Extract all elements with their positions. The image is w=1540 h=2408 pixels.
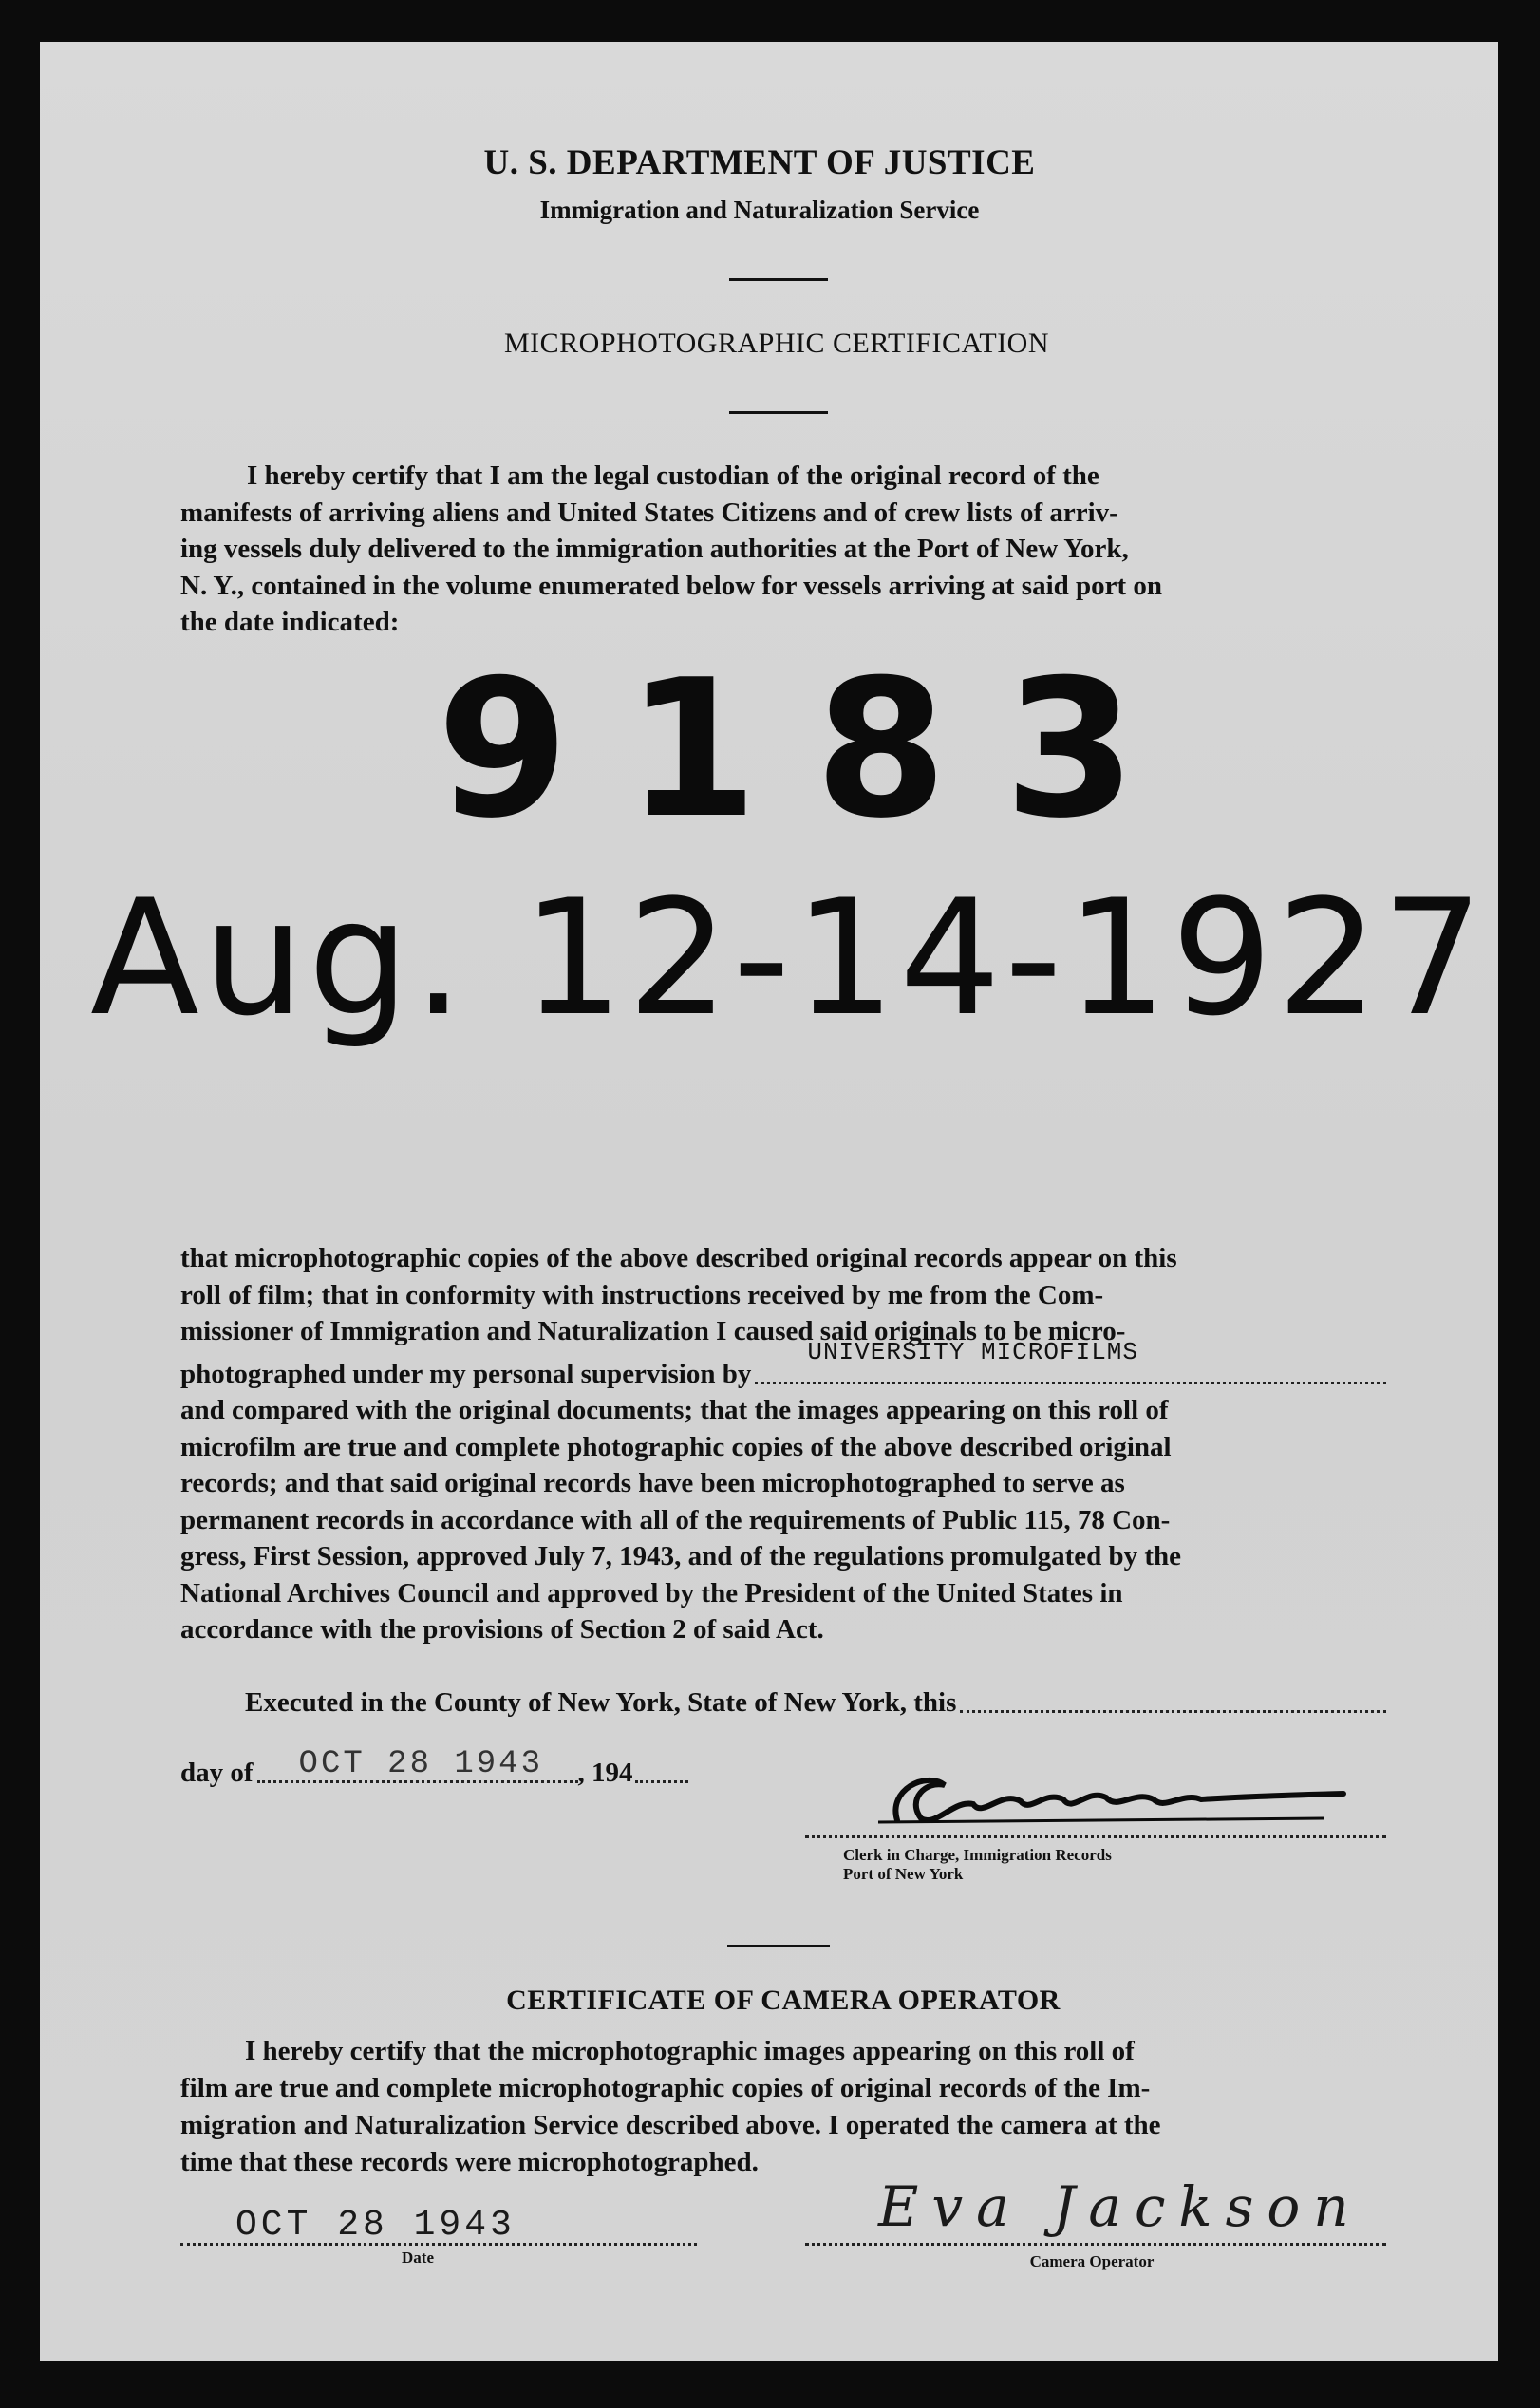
certification-title: MICROPHOTOGRAPHIC CERTIFICATION xyxy=(503,328,1050,359)
text-line: gress, First Session, approved July 7, 1943, and of the regulations promulgated by the xyxy=(180,1541,1182,1571)
clerk-port: Port of New York xyxy=(843,1865,964,1883)
text-line: manifests of arriving aliens and United States Citizens and of crew lists of arriv- xyxy=(180,497,1118,528)
text-line: National Archives Council and approved by the President of the United States in xyxy=(180,1577,1123,1608)
text-line: records; and that said original records have been microphotographed to serve as xyxy=(180,1468,1125,1498)
date-stamp: OCT 28 1943 xyxy=(298,1745,543,1782)
service-subtitle: Immigration and Naturalization Service xyxy=(539,196,980,224)
supervisor-blank xyxy=(755,1338,1386,1384)
day-of-label: day of xyxy=(180,1758,254,1788)
handwritten-volume-number: 9183 xyxy=(437,639,1193,860)
text-line: time that these records were microphotographed. xyxy=(180,2147,759,2177)
text-line: accordance with the provisions of Section 2 of said Act. xyxy=(180,1614,824,1645)
text-line: N. Y., contained in the volume enumerated below for vessels arriving at said port on xyxy=(180,570,1163,601)
text-line: roll of film; that in conformity with instructions received by me from the Com- xyxy=(180,1279,1104,1310)
year-prefix: 194 xyxy=(592,1758,633,1788)
date-label: Date xyxy=(402,2248,434,2267)
department-title: U. S. DEPARTMENT OF JUSTICE xyxy=(483,143,1036,182)
text-line: photographed under my personal supervision by xyxy=(180,1358,752,1389)
supervision-line xyxy=(180,1338,1386,1393)
certification-intro xyxy=(180,458,1386,641)
divider xyxy=(727,1945,830,1947)
text-line: I hereby certify that the microphotographic images appearing on this roll of xyxy=(245,2036,1135,2066)
executed-blank xyxy=(960,1689,1386,1713)
operator-label: Camera Operator xyxy=(1029,2252,1155,2270)
handwritten-volume-dates: Aug. 12-14-1927 xyxy=(90,865,1488,1051)
text-line: the date indicated: xyxy=(180,607,400,637)
text-line: microfilm are true and complete photographic copies of the above described original xyxy=(180,1431,1172,1462)
executed-text: Executed in the County of New York, State of New York, this xyxy=(245,1687,957,1718)
executed-line xyxy=(245,1684,1386,1721)
text-line: migration and Naturalization Service described above. I operated the camera at the xyxy=(180,2110,1161,2140)
camera-operator-statement xyxy=(180,2033,1386,2181)
divider xyxy=(729,411,828,414)
certification-body xyxy=(180,1240,1386,1648)
supervisor-stamp: UNIVERSITY MICROFILMS xyxy=(807,1338,1138,1366)
text-line: ing vessels duly delivered to the immigration authorities at the Port of New York, xyxy=(180,534,1129,564)
text-line: film are true and complete microphotographic copies of original records of the Im- xyxy=(180,2073,1151,2103)
camera-operator-title: CERTIFICATE OF CAMERA OPERATOR xyxy=(506,1985,1061,2016)
text-line: missioner of Immigration and Naturalization I caused said originals to be micro- xyxy=(180,1316,1126,1346)
operator-date-stamp: OCT 28 1943 xyxy=(235,2205,516,2246)
year-blank xyxy=(635,1759,688,1783)
day-of-line: day of OCT 28 1943 , 194 xyxy=(180,1755,826,1792)
clerk-title: Clerk in Charge, Immigration Records xyxy=(843,1846,1112,1864)
text-line: permanent records in accordance with all of the requirements of Public 115, 78 Con- xyxy=(180,1504,1171,1535)
clerk-signature-line xyxy=(805,1816,1386,1838)
text-line: and compared with the original documents; that the images appearing on this roll of xyxy=(180,1395,1169,1425)
operator-signature: Eva Jackson xyxy=(878,2174,1362,2239)
text-line: that microphotographic copies of the above described original records appear on this xyxy=(180,1243,1177,1273)
text-line: I hereby certify that I am the legal custodian of the original record of the xyxy=(247,461,1099,491)
divider xyxy=(729,278,828,281)
